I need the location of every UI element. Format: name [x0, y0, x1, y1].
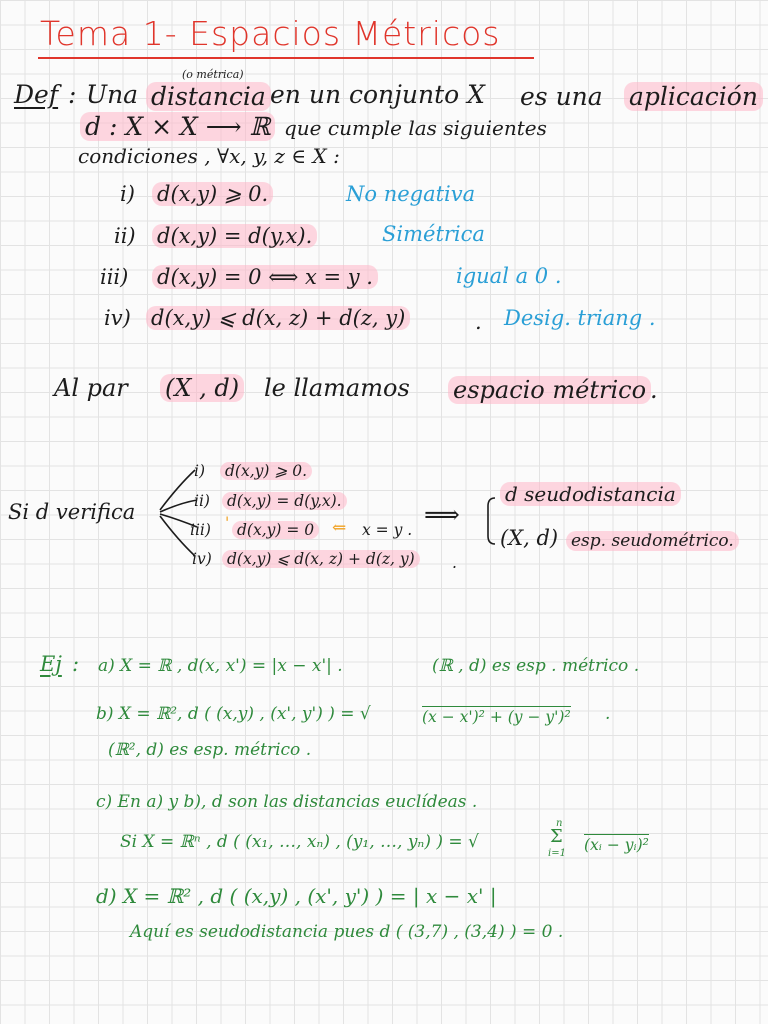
- o-metrica-note: (o métrica): [182, 68, 244, 81]
- result-seudodistancia: d seudodistancia: [500, 482, 681, 506]
- pseudo-iii-prime: ': [225, 514, 230, 532]
- cond-i-expr: d(x,y) ⩾ 0.: [152, 182, 273, 206]
- ex-c-text1: c) En a) y b), d son las distancias euclídeas .: [96, 792, 478, 812]
- ex-b-radicand: (x − x')² + (y − y')²: [422, 708, 571, 726]
- le-llamamos: le llamamos: [264, 374, 410, 402]
- cond-iii-num: iii): [100, 265, 129, 289]
- result-pair: (X, d): [500, 526, 559, 550]
- implies-arrow: ⟹: [424, 500, 460, 529]
- pseudo-iii-expr: d(x,y) = 0: [232, 521, 319, 539]
- cond-iv-label: Desig. triang .: [504, 306, 656, 330]
- ex-b-text1: b) X = ℝ², d ( (x,y) , (x', y') ) = √: [96, 704, 371, 724]
- ej-colon: :: [72, 652, 80, 676]
- cond-iii-label: igual a 0 .: [456, 264, 562, 288]
- ex-a-text2: (ℝ , d) es esp . métrico .: [432, 656, 640, 676]
- si-d-verifica: Si d verifica: [8, 500, 136, 524]
- pseudo-iv-dot: .: [452, 554, 457, 572]
- ex-c-sum-bottom: i=1: [548, 848, 566, 859]
- pair-dot: .: [650, 376, 658, 404]
- pseudo-iii-rest: x = y .: [362, 521, 413, 539]
- que-cumple: que cumple las siguientes: [284, 116, 547, 140]
- ex-a-text1: a) X = ℝ , d(x, x') = |x − x'| .: [98, 656, 343, 676]
- def-colon: :: [68, 80, 77, 109]
- en-un-conjunto: en un conjunto X: [270, 80, 485, 109]
- cond-iv-num: iv): [104, 306, 131, 330]
- cond-i-num: i): [120, 182, 135, 206]
- pseudo-i-num: i): [194, 462, 206, 480]
- map-expression: d : X × X ⟶ ℝ: [80, 112, 275, 141]
- pseudo-iv-num: iv): [192, 550, 212, 568]
- pseudo-ii-expr: d(x,y) = d(y,x).: [222, 492, 347, 510]
- ex-c-radicand: (xᵢ − yᵢ)²: [584, 836, 649, 854]
- ej-label: Ej: [40, 652, 62, 676]
- ex-c-text2: Si X = ℝⁿ , d ( (x₁, …, xₙ) , (y₁, …, yₙ) ) = √: [120, 832, 479, 852]
- cond-ii-expr: d(x,y) = d(y,x).: [152, 224, 317, 248]
- cond-ii-num: ii): [114, 224, 136, 248]
- pair-xd: (X , d): [160, 374, 244, 402]
- def-label: Def: [14, 80, 59, 109]
- pseudo-iii-arrow: ⇐: [332, 518, 347, 538]
- cond-iv-dot: .: [475, 310, 482, 334]
- pseudo-ii-num: ii): [194, 492, 210, 510]
- condiciones-line: condiciones , ∀x, y, z ∈ X :: [78, 144, 340, 168]
- es-una: es una: [520, 82, 603, 111]
- ex-d-text2: Aquí es seudodistancia pues d ( (3,7) , (3,4) ) = 0 .: [130, 922, 564, 942]
- espacio-metrico: espacio métrico: [448, 376, 651, 404]
- al-par: Al par: [54, 374, 128, 402]
- ex-d-text1: d) X = ℝ² , d ( (x,y) , (x', y') ) = | x − x' |: [96, 884, 497, 908]
- ex-b-dot: .: [605, 704, 611, 724]
- ex-b-text2: (ℝ², d) es esp. métrico .: [108, 740, 312, 760]
- pseudo-iii-num: iii): [190, 521, 211, 539]
- pseudo-i-expr: d(x,y) ⩾ 0.: [220, 462, 312, 480]
- cond-iii-expr: d(x,y) = 0 ⟺ x = y .: [152, 265, 378, 289]
- word-distancia: distancia: [146, 82, 271, 111]
- cond-i-label: No negativa: [346, 182, 476, 206]
- ex-c-sum-sym: Σ: [550, 826, 563, 847]
- word-aplicacion: aplicación: [624, 82, 763, 111]
- ex-c-sum-top: n: [556, 818, 563, 829]
- cond-iv-expr: d(x,y) ⩽ d(x, z) + d(z, y): [146, 306, 410, 330]
- word-una: Una: [86, 80, 139, 109]
- page-title: Tema 1- Espacios Métricos: [40, 14, 501, 53]
- result-seudometrico: esp. seudométrico.: [566, 531, 739, 551]
- cond-ii-label: Simétrica: [382, 222, 485, 246]
- pseudo-iv-expr: d(x,y) ⩽ d(x, z) + d(z, y): [222, 550, 420, 568]
